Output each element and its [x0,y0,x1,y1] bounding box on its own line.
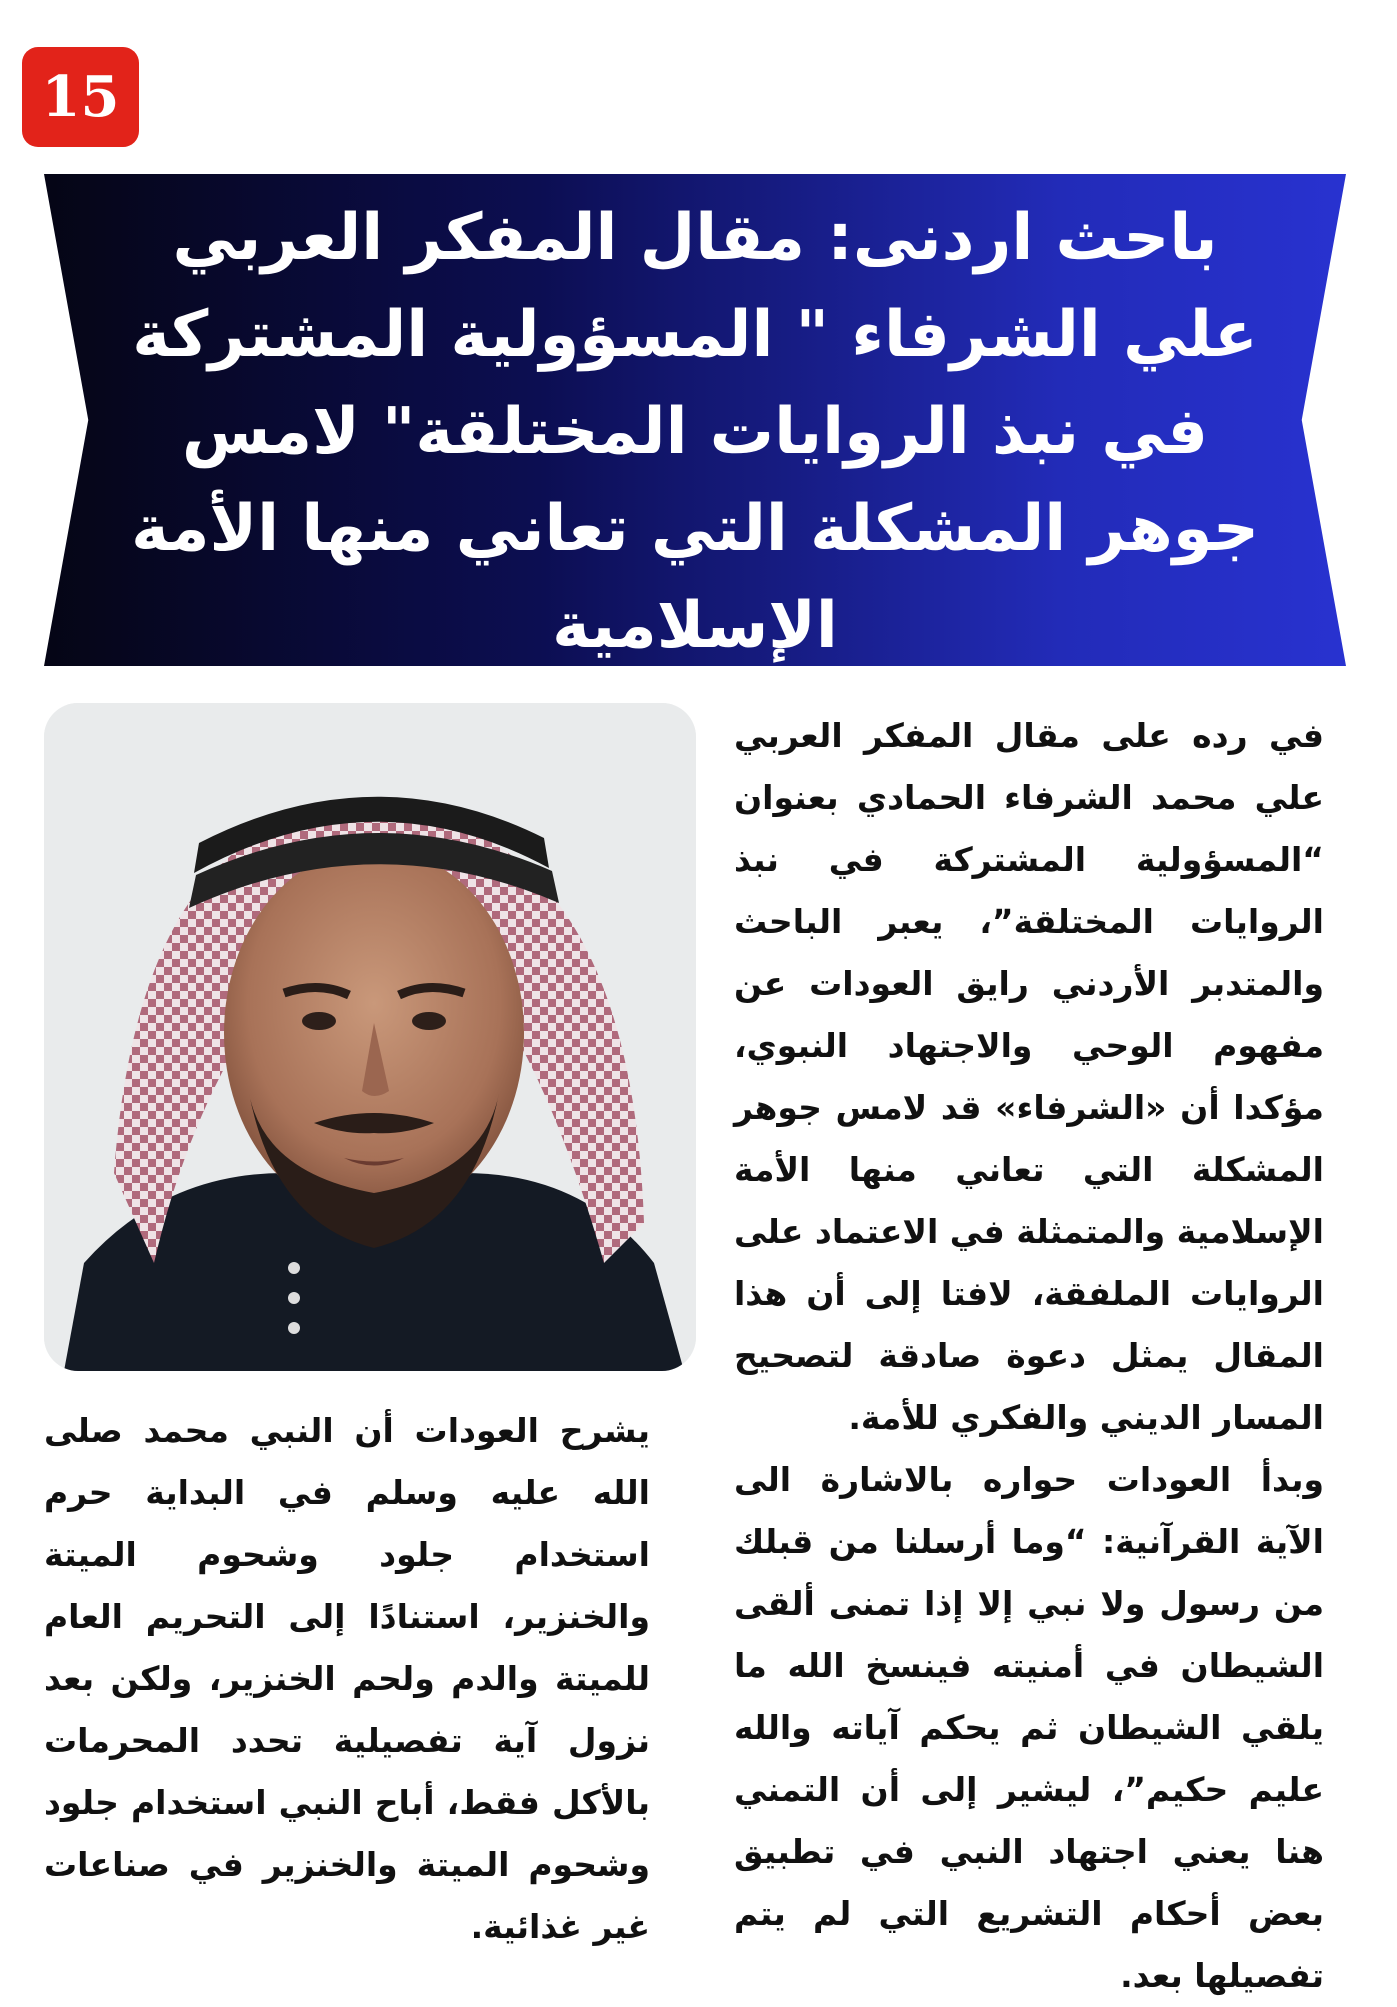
article-left-column [44,1400,650,1958]
article-paragraph: وبدأ العودات حواره بالاشارة الى الآية القرآنية: “وما أرسلنا من قبلك من رسول ولا نبي إلا إذا تمنى ألقى الشيطان في أمنيته فينسخ الله ما يلقي الشيطان ثم يحكم آياته والله عليم حكيم”، ليشير إلى أن التمني هنا يعني اجتهاد النبي في تطبيق بعض أحكام التشريع التي لم يتم تفصيلها بعد. [734,1460,1324,1995]
article-paragraph: يشرح العودات أن النبي محمد صلى الله عليه وسلم في البداية حرم استخدام جلود وشحوم الميتة والخنزير، استنادًا إلى التحريم العام للميتة والدم ولحم الخنزير، ولكن بعد نزول آية تفصيلية تحدد المحرمات بالأكل فقط، أباح النبي استخدام جلود وشحوم الميتة والخنزير في صناعات غير غذائية. [44,1411,650,1946]
article-right-column [734,705,1324,2007]
portrait-photo [44,703,696,1371]
headline: باحث اردنى: مقال المفكر العربي علي الشرفاء " المسؤولية المشتركة في نبذ الروايات المختلقة" لامس جوهر المشكلة التي تعاني منها الأمة الإسلامية [131,201,1259,663]
page-number-badge: 15 [22,47,139,147]
article-paragraph: في رده على مقال المفكر العربي علي محمد الشرفاء الحمادي بعنوان “المسؤولية المشتركة في نبذ الروايات المختلقة”، يعبر الباحث والمتدبر الأردني رايق العودات عن مفهوم الوحي والاجتهاد النبوي، مؤكدا أن «الشرفاء» قد لامس جوهر المشكلة التي تعاني منها الأمة الإسلامية والمتمثلة في الاعتماد على الروايات الملفقة، لافتا إلى أن هذا المقال يمثل دعوة صادقة لتصحيح المسار الديني والفكري للأمة. [734,716,1324,1437]
